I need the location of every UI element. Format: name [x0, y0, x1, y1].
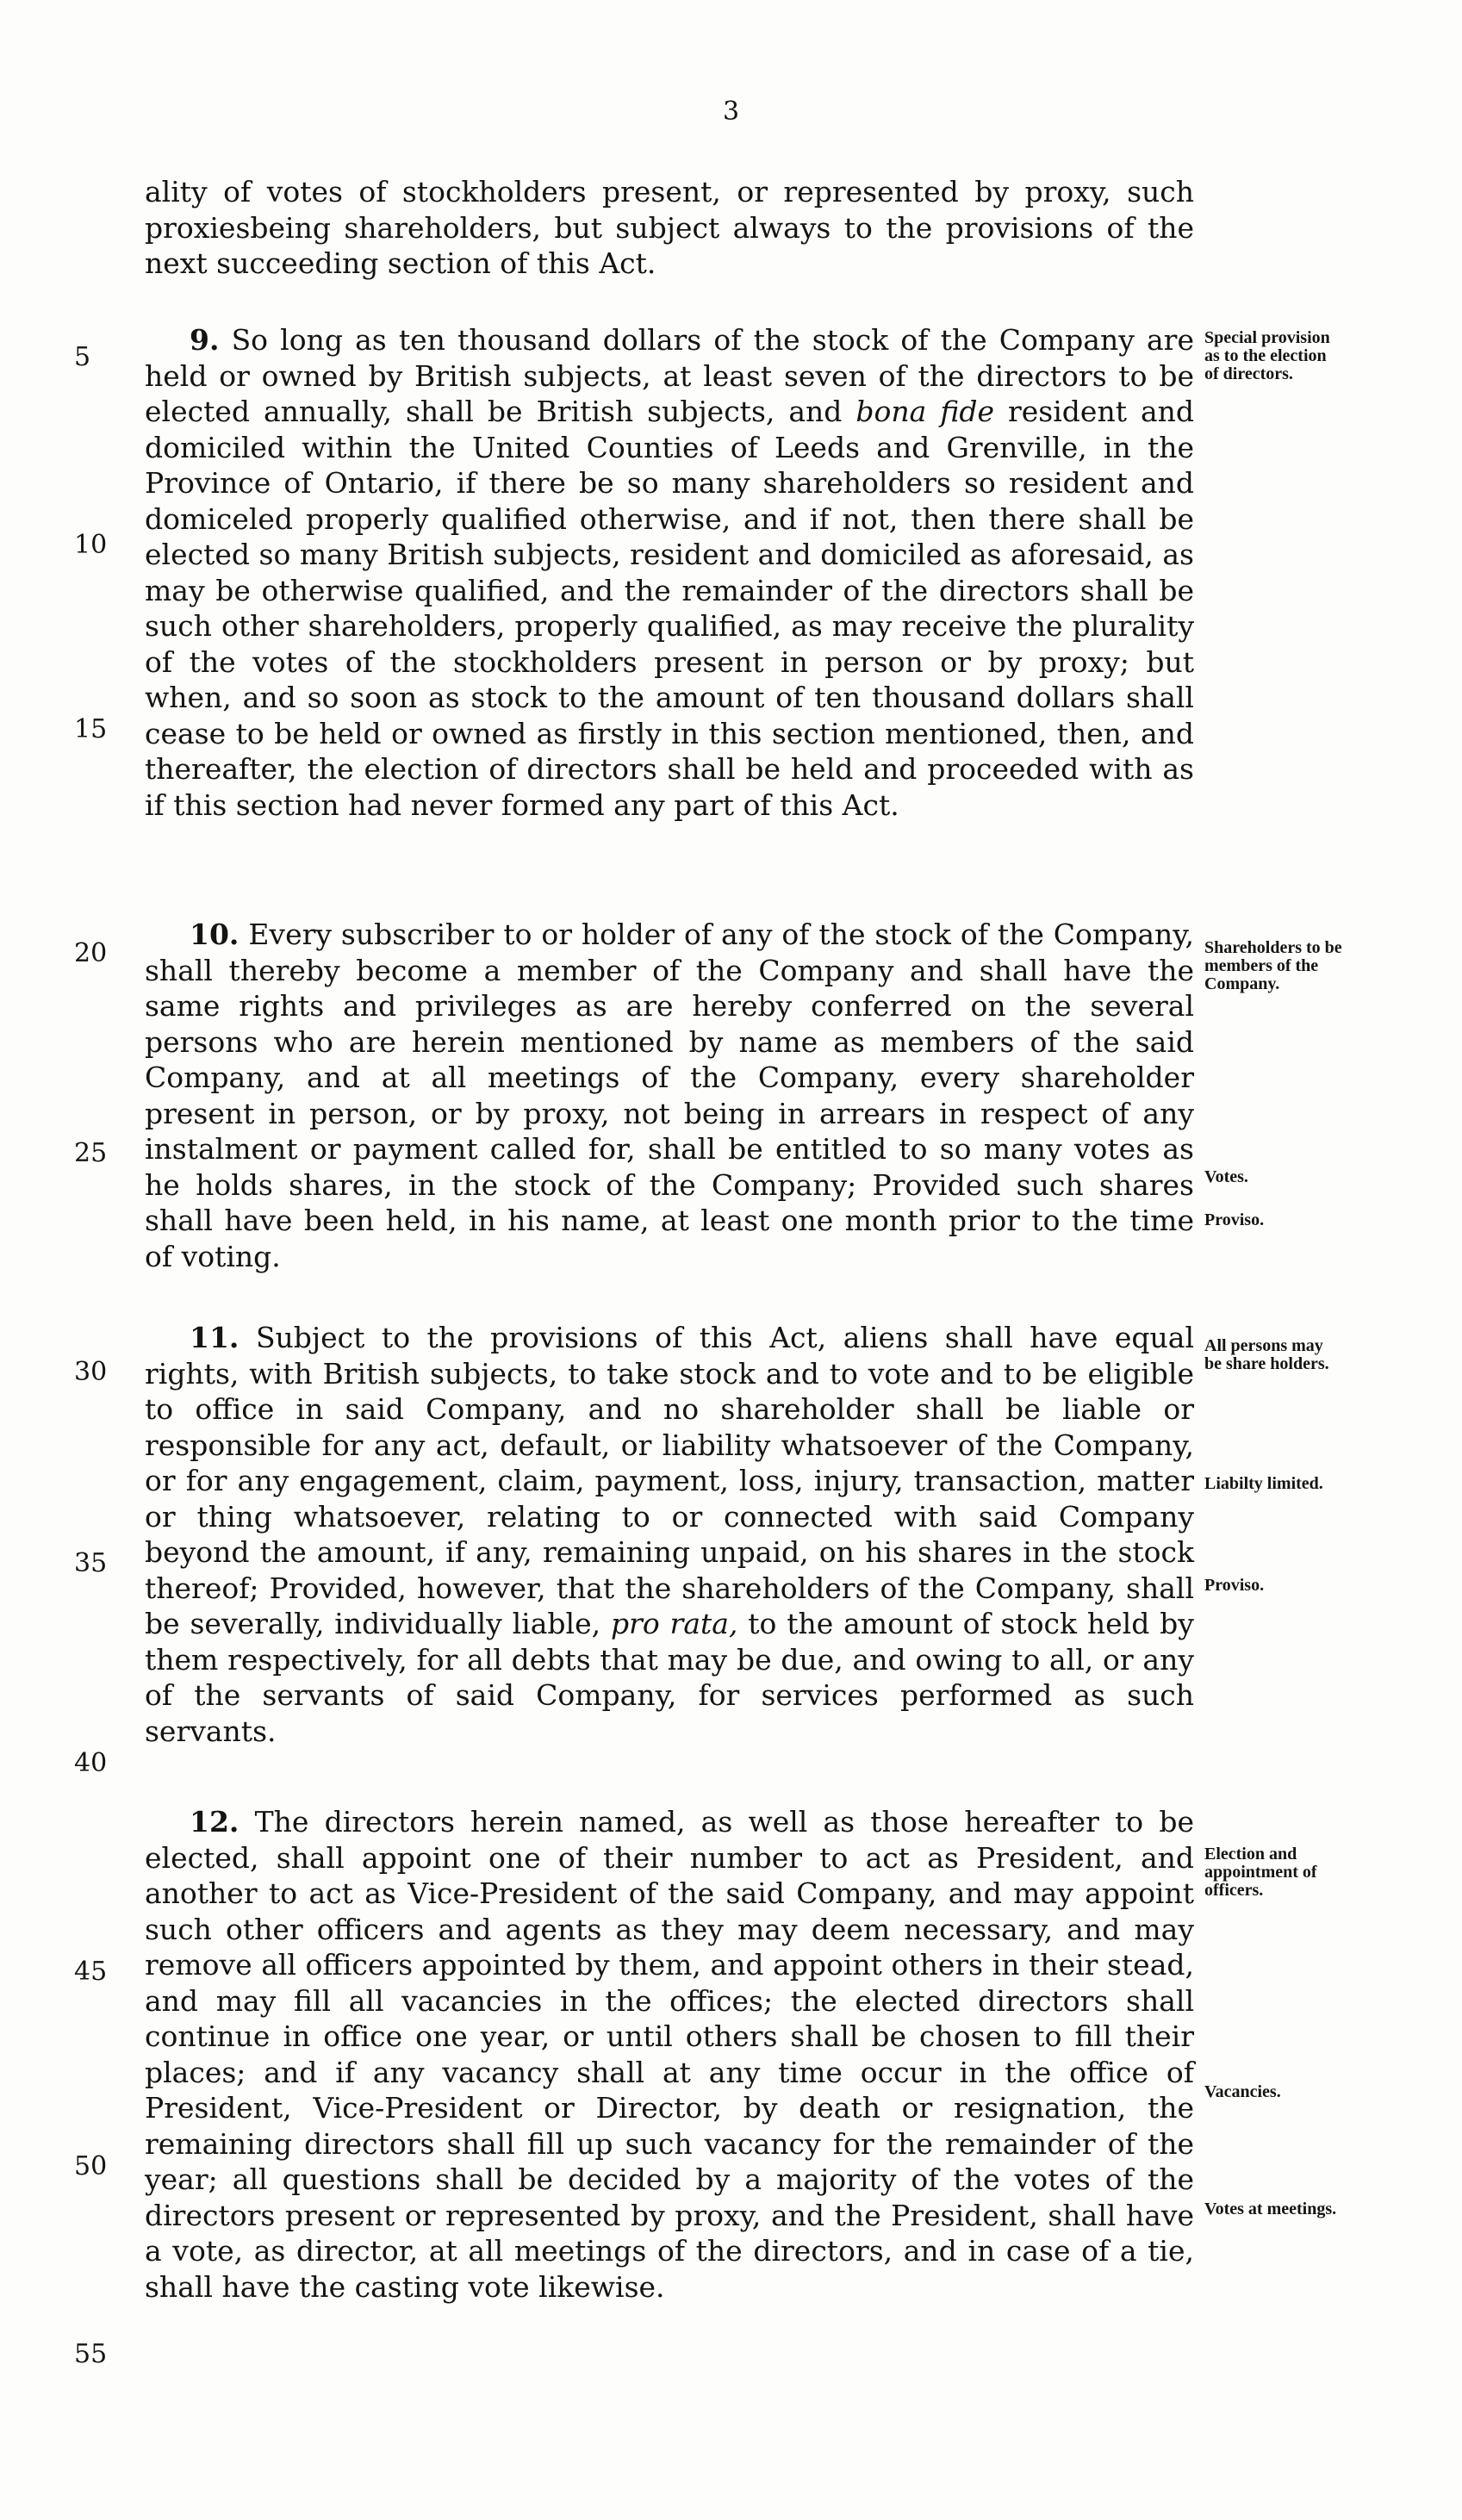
sidenote-election-officers: Election and appointment of officers.: [1204, 1845, 1317, 1900]
sidenote-proviso: Proviso.: [1204, 1210, 1265, 1229]
sidenote-liability: Liabilty limited.: [1204, 1474, 1323, 1493]
section-italic-text: bona fide: [855, 395, 994, 428]
section-9: [145, 322, 1194, 823]
section-number: 12.: [190, 1805, 240, 1839]
sidenote-vacancies: Vacancies.: [1204, 2082, 1281, 2101]
section-italic-text: pro rata,: [610, 1607, 738, 1640]
line-number: 35: [74, 1548, 108, 1578]
section-12: [145, 1804, 1194, 2305]
line-number: 20: [74, 938, 108, 968]
section-number: 11.: [190, 1321, 240, 1354]
sidenote-votes: Votes.: [1204, 1167, 1248, 1186]
section-text: Subject to the provisions of this Act, aliens shall have equal rights, with British subjects, to take stock and to vote and to be eligible to office in said Company, and no shareholder shall be liable or responsible for any act, default, or liability whatsoever of the Company, or for any engagement, claim, payment, loss, injury, transaction, matter or thing whatsoever, relating to or connected with said Company beyond the amount, if any, remaining unpaid, on his shares in the stock thereof; Provided, however, that the shareholders of the Company, shall be severally, individually liable,: [145, 1321, 1194, 1640]
line-number: 25: [74, 1138, 108, 1168]
sidenote-shareholders-members: Shareholders to be members of the Company.: [1204, 938, 1342, 993]
section-text: The directors herein named, as well as those hereafter to be elected, shall appoint one of their number to act as President, and another to act as Vice-President of the said Company, and may appoint such other officers and agents as they may deem necessary, and may remove all officers appointed by them, and appoint others in their stead, and may fill all vacancies in the offices; the elected directors shall continue in office one year, or until others shall be chosen to fill their places; and if any vacancy shall at any time occur in the office of President, Vice-President or Director, by death or resignation, the remaining directors shall fill up such vacancy for the remainder of the year; all questions shall be decided by a majority of the votes of the directors present or represented by proxy, and the President, shall have a vote, as director, at all meetings of the directors, and in case of a tie, shall have the casting vote likewise.: [145, 1805, 1194, 2304]
line-number: 40: [74, 1748, 108, 1778]
line-number: 15: [74, 714, 108, 744]
section-text: Every subscriber to or holder of any of the stock of the Company, shall thereby become a member of the Company and shall have the same rights and privileges as are hereby conferred on the several persons who are herein mentioned by name as members of the said Company, and at all meetings of the Company, every shareholder present in person, or by proxy, not being in arrears in respect of any instalment or payment called for, shall be entitled to so many votes as he holds shares, in the stock of the Company; Provided such shares shall have been held, in his name, at least one month prior to the time of voting.: [145, 918, 1194, 1273]
section-text-continued: resident and domiciled within the United Counties of Leeds and Grenville, in the Province of Ontario, if there be so many shareholders so resident and domiceled properly qualified otherwise, and if not, then there shall be elected so many British subjects, resident and domiciled as aforesaid, as may be otherwise qualified, and the remainder of the directors shall be such other shareholders, properly qualified, as may receive the plurality of the votes of the stockholders present in person or by proxy; but when, and so soon as stock to the amount of ten thousand dollars shall cease to be held or owned as firstly in this section mentioned, then, and thereafter, the election of directors shall be held and proceeded with as if this section had never formed any part of this Act.: [145, 395, 1195, 822]
sidenote-proviso: Proviso.: [1204, 1576, 1265, 1595]
sidenote-special-provision: Special provision as to the election of directors.: [1204, 328, 1330, 383]
section-10: [145, 917, 1194, 1274]
page-number: 3: [722, 96, 740, 127]
intro-text: ality of votes of stockholders present, or represented by proxy, such proxiesbeing shareholders, but subject always to the provisions of the next succeeding section of this Act.: [145, 175, 1194, 280]
line-number: 5: [74, 342, 91, 372]
intro-paragraph: [145, 174, 1194, 282]
section-number: 10.: [190, 918, 240, 951]
line-number: 55: [74, 2339, 108, 2369]
section-text: So long as ten thousand dollars of the stock of the Company are held or owned by British subjects, at least seven of the directors to be elected annually, shall be British subjects, and: [145, 323, 1194, 428]
sidenote-votes-meetings: Votes at meetings.: [1204, 2200, 1337, 2218]
line-number: 30: [74, 1357, 108, 1387]
line-number: 50: [74, 2151, 108, 2181]
line-number: 45: [74, 1957, 108, 1987]
sidenote-all-persons: All persons may be share holders.: [1204, 1336, 1329, 1373]
section-text-continued: to the amount of stock held by them respectively, for all debts that may be due, and owing to all, or any of the servants of said Company, for services performed as such servants.: [145, 1607, 1194, 1748]
line-number: 10: [74, 530, 108, 560]
section-number: 9.: [190, 323, 220, 357]
section-11: [145, 1320, 1194, 1749]
